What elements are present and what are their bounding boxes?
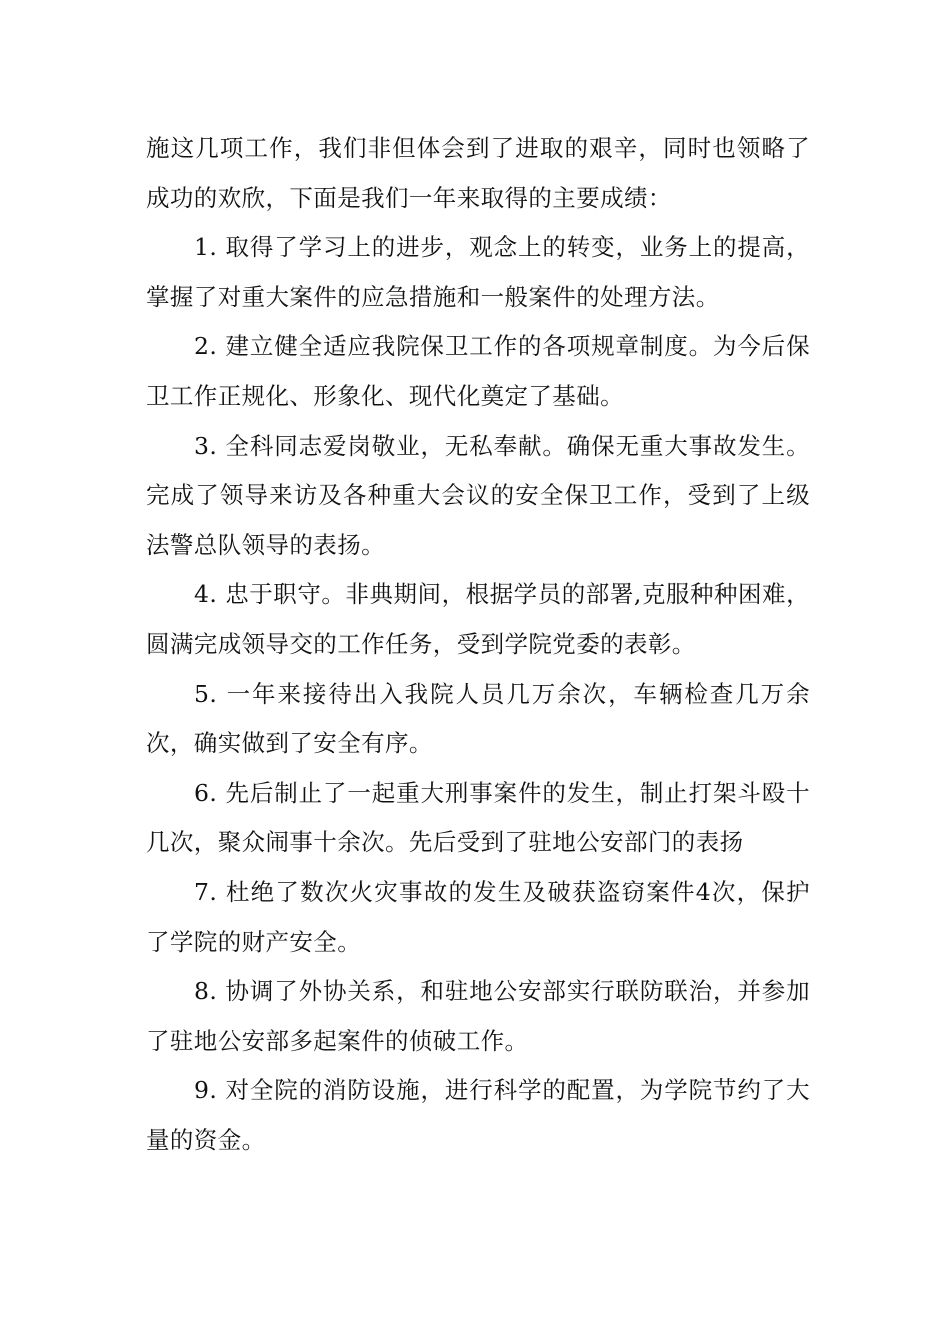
paragraph-intro: 施这几项工作，我们非但体会到了进取的艰辛，同时也领略了成功的欢欣，下面是我们一年来取得的主要成绩：: [146, 134, 810, 212]
paragraph-item-4: 4. 忠于职守。非典期间，根据学员的部署,克服种种困难，圆满完成领导交的工作任务，受到学院党委的表彰。: [146, 580, 810, 658]
paragraph-item-2: 2. 建立健全适应我院保卫工作的各项规章制度。为今后保卫工作正规化、形象化、现代化奠定了基础。: [146, 332, 810, 410]
paragraph-item-8: 8. 协调了外协关系，和驻地公安部实行联防联治，并参加了驻地公安部多起案件的侦破工作。: [146, 977, 810, 1055]
paragraph-item-9: 9. 对全院的消防设施，进行科学的配置，为学院节约了大量的资金。: [146, 1076, 810, 1154]
document-body: [146, 124, 810, 1165]
paragraph-item-3: 3. 全科同志爱岗敬业，无私奉献。确保无重大事故发生。完成了领导来访及各种重大会议的安全保卫工作，受到了上级法警总队领导的表扬。: [146, 431, 810, 559]
paragraph-item-5: 5. 一年来接待出入我院人员几万余次，车辆检查几万余次，确实做到了安全有序。: [146, 679, 810, 758]
paragraph-item-6: 6. 先后制止了一起重大刑事案件的发生，制止打架斗殴十几次，聚众闹事十余次。先后受到了驻地公安部门的表扬: [146, 778, 810, 857]
paragraph-item-1: 1. 取得了学习上的进步，观念上的转变，业务上的提高，掌握了对重大案件的应急措施和一般案件的处理方法。: [146, 233, 810, 311]
paragraph-item-7: 7. 杜绝了数次火灾事故的发生及破获盗窃案件4次，保护了学院的财产安全。: [146, 877, 810, 956]
